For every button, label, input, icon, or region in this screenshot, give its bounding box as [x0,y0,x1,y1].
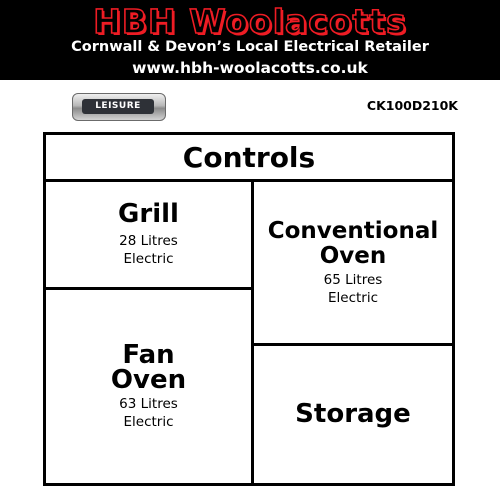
grill-capacity: 28 Litres [119,232,178,249]
website-link[interactable]: www.hbh-woolacotts.co.uk [132,59,368,77]
conventional-oven-capacity: 65 Litres [323,271,383,288]
tagline: Cornwall & Devon’s Local Electrical Retailer [71,39,429,55]
fan-oven-section [46,290,251,483]
fan-oven-capacity: 63 Litres [119,395,178,412]
fan-oven-title-line2: Oven [110,364,187,395]
fan-oven-fuel: Electric [123,413,174,430]
header-banner [0,0,500,80]
brand-logo: HBH Woolacotts [93,2,407,41]
grill-fuel: Electric [123,250,174,267]
storage-label: Storage [295,399,411,429]
grill-title: Grill [118,198,179,229]
cooker-layout-diagram [43,132,455,486]
conventional-oven-title-line1: Conventional [267,217,439,244]
conventional-oven-title-line2: Oven [319,242,387,269]
leisure-logo [72,93,166,121]
model-number: CK100D210K [366,98,458,113]
conventional-oven-fuel: Electric [327,289,379,306]
conventional-oven-section [254,182,452,343]
leisure-logo-text: LEISURE [82,99,154,114]
fan-oven-title-line1: Fan [122,339,175,370]
grill-section [46,182,251,287]
storage-section [254,346,452,483]
controls-label: Controls [182,140,316,174]
controls-section [46,135,452,179]
